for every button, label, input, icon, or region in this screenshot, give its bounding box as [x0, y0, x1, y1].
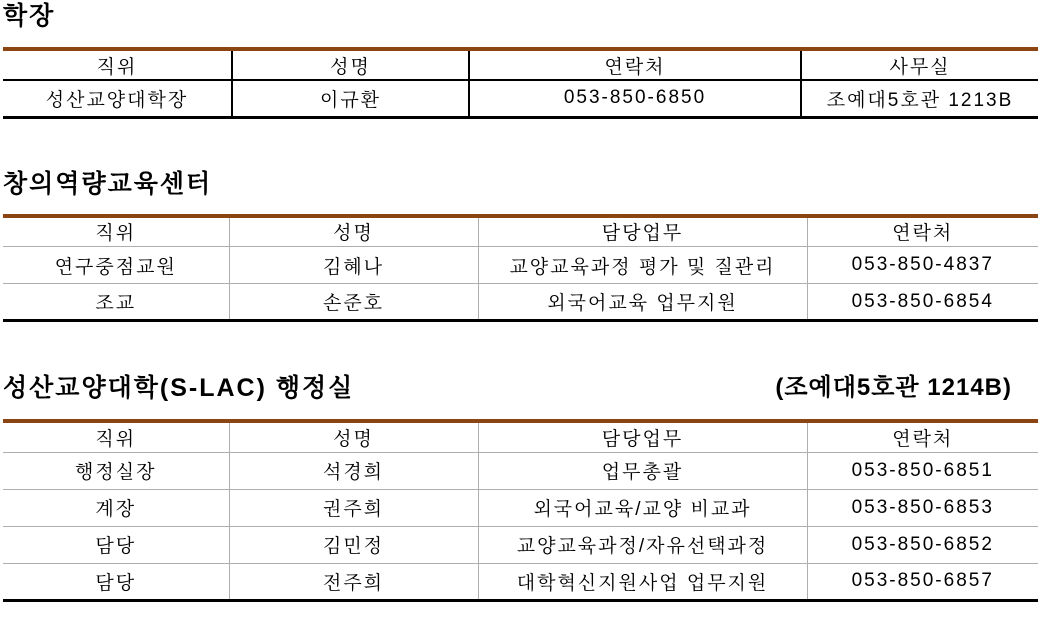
section-admin-office-title-row [3, 367, 1038, 402]
cell-duty: 교양교육과정 평가 및 질관리 [478, 247, 807, 284]
cell-duty: 외국어교육/교양 비교과 [478, 489, 807, 526]
column-header-contact: 연락처 [892, 428, 954, 450]
section-admin-office [3, 367, 1045, 602]
section-creative-center [3, 170, 1045, 323]
cell-duty: 업무총괄 [478, 452, 807, 489]
column-header-position: 직위 [3, 421, 229, 452]
cell-duty: 교양교육과정/자유선택과정 [478, 526, 807, 563]
section-title-admin-office: 성산교양대학(S-LAC) 행정실 [3, 374, 355, 402]
column-header-name: 성명 [229, 216, 478, 247]
cell-position: 계장 [3, 489, 229, 526]
admin-office-table-header-row [3, 421, 1038, 452]
cell-name: 전주희 [229, 563, 478, 600]
column-header-name: 성명 [232, 49, 469, 80]
cell-position: 담당 [3, 526, 229, 563]
column-header-duty: 담당업무 [478, 216, 807, 247]
column-header-contact: 연락처 [469, 49, 801, 80]
table-row [3, 489, 1038, 526]
table-row [3, 526, 1038, 563]
section-annotation-office-location: (조예대5호관 1214B) [775, 374, 1012, 401]
table-row [3, 452, 1038, 489]
column-header-position: 직위 [3, 216, 229, 247]
cell-name: 손준호 [229, 284, 478, 321]
table-row [3, 284, 1038, 321]
cell-name: 김민정 [229, 526, 478, 563]
section-dean [3, 2, 1045, 119]
cell-position: 연구중점교원 [3, 247, 229, 284]
cell-phone: 053-850-6853 [851, 496, 994, 518]
table-row [3, 247, 1038, 284]
column-header-name: 성명 [229, 421, 478, 452]
column-header-duty: 담당업무 [478, 421, 807, 452]
cell-name: 이규환 [232, 80, 469, 117]
table-row [3, 563, 1038, 600]
cell-phone: 053-850-6851 [851, 459, 994, 481]
cell-position: 성산교양대학장 [3, 80, 232, 117]
cell-name: 석경희 [229, 452, 478, 489]
cell-duty: 외국어교육 업무지원 [478, 284, 807, 321]
cell-phone: 053-850-6854 [851, 290, 994, 312]
table-row [3, 80, 1038, 117]
creative-center-table [3, 214, 1038, 323]
creative-center-table-header-row [3, 216, 1038, 247]
section-dean-title-row [3, 2, 1038, 30]
column-header-contact: 연락처 [892, 223, 954, 245]
cell-name: 김혜나 [229, 247, 478, 284]
section-title-creative-center: 창의역량교육센터 [3, 169, 213, 198]
column-header-office: 사무실 [889, 56, 951, 78]
cell-phone: 053-850-6852 [851, 533, 994, 555]
dean-table [3, 47, 1038, 119]
dean-table-header-row [3, 49, 1038, 80]
cell-name: 권주희 [229, 489, 478, 526]
section-creative-center-title-row [3, 170, 1038, 198]
cell-duty: 대학혁신지원사업 업무지원 [478, 563, 807, 600]
section-title-dean: 학장 [3, 2, 56, 30]
admin-office-table [3, 419, 1038, 602]
cell-position: 행정실장 [3, 452, 229, 489]
cell-phone: 053-850-6850 [469, 80, 801, 117]
column-header-position: 직위 [3, 49, 232, 80]
cell-office: 조예대5호관 1213B [826, 89, 1014, 111]
cell-position: 담당 [3, 563, 229, 600]
cell-phone: 053-850-6857 [851, 570, 994, 591]
cell-phone: 053-850-4837 [851, 254, 994, 275]
cell-position: 조교 [3, 284, 229, 321]
